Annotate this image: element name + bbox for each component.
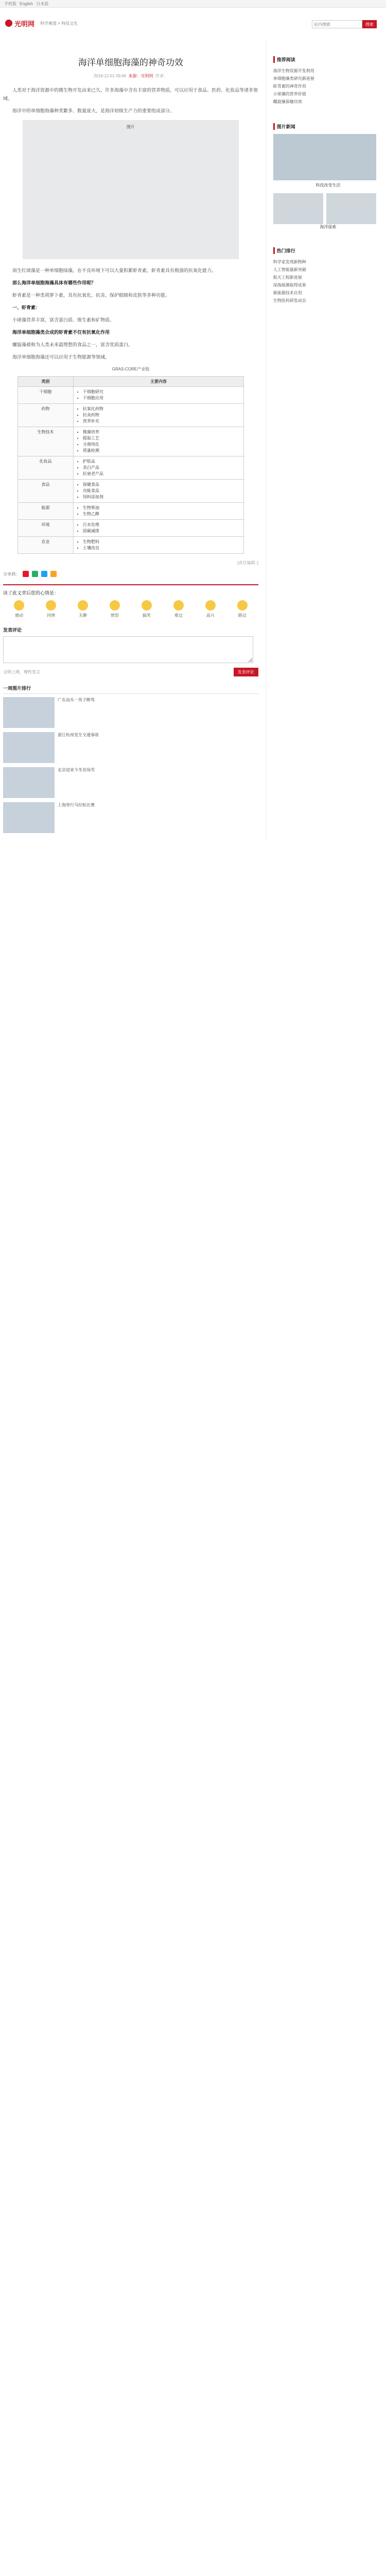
sidebar-thumb[interactable]: [326, 193, 376, 224]
vote-option[interactable]: [169, 600, 188, 618]
related-text[interactable]: 北京迎来今冬首场雪: [58, 768, 95, 772]
meta-source[interactable]: 来源：光明网: [128, 74, 153, 78]
table-cell-category: 化妆品: [17, 456, 73, 480]
sidebar-section-title: 推荐阅读: [273, 56, 383, 63]
table-body: [17, 387, 243, 554]
table-item: • 美白产品: [83, 465, 240, 471]
sidebar-list-item[interactable]: 单细胞藻类研究新进展: [273, 76, 314, 81]
related-list: [3, 697, 258, 833]
table-cell-category: 药物: [17, 404, 73, 427]
table-cell-items: [73, 480, 243, 503]
vote-option[interactable]: [41, 600, 61, 618]
sidebar-list-item[interactable]: 海洋生物资源开发利用: [273, 69, 314, 73]
table-cell-items: [73, 456, 243, 480]
meta-date: 2016-12-01 09:46: [93, 74, 127, 78]
paragraph: 小球藻营养丰富，富含蛋白质、维生素和矿物质。: [12, 317, 115, 323]
table-item: • 抗衰老产品: [83, 471, 240, 477]
table-item: • 分离纯化: [83, 442, 240, 448]
table-cell-category: 环境: [17, 520, 73, 537]
related-thumb[interactable]: [3, 802, 55, 833]
sidebar-list-item[interactable]: 螺旋藻保健功效: [273, 99, 302, 104]
related-item[interactable]: [3, 767, 258, 798]
related-item[interactable]: [3, 732, 258, 763]
share-label: 分享到：: [3, 571, 20, 577]
vote-label: 无聊: [78, 613, 87, 618]
paragraph: 人类对于海洋资源中的微生物开发由来已久。许多海藻中含有丰富的营养物质，可以应用于食品、医药、化妆品等诸多领域。: [3, 88, 258, 101]
related-thumb[interactable]: [3, 697, 55, 728]
section-heading: 一、虾青素：: [12, 305, 41, 310]
table-item: • 土壤改良: [83, 545, 240, 551]
vote-option[interactable]: [105, 600, 125, 618]
table-cell-category: 食品: [17, 480, 73, 503]
table-cell-category: 生物技术: [17, 427, 73, 456]
article-image: [23, 120, 239, 259]
sidebar-section-title: 图片新闻: [273, 123, 383, 130]
sidebar-thumb-caption[interactable]: 海洋探索: [320, 225, 337, 229]
sidebar-ranking-item[interactable]: 生物医药研发动态: [273, 298, 306, 303]
site-header: [0, 8, 386, 39]
paragraph: 螺旋藻被称为人类未来最理想的食品之一，富含优质蛋白。: [12, 342, 133, 347]
related-thumb[interactable]: [3, 767, 55, 798]
sidebar-ranking-item[interactable]: 科学家发现新物种: [273, 260, 306, 264]
table-item: • 抗炎药物: [83, 412, 240, 418]
comment-textarea[interactable]: [3, 636, 253, 663]
table-item: • 生物乙醇: [83, 511, 240, 517]
qq-icon[interactable]: [41, 571, 47, 577]
comments-title: 发表评论: [3, 628, 22, 633]
sidebar-ranking-item[interactable]: 新能源技术应用: [273, 291, 302, 295]
table-item: • 营养补充: [83, 418, 240, 425]
sidebar-photo-caption[interactable]: 科技改变生活: [315, 183, 341, 188]
related-item[interactable]: [3, 802, 258, 833]
table-item: • 生物肥料: [83, 539, 240, 545]
table-item: • 干细胞应用: [83, 395, 240, 401]
table-row: [17, 503, 243, 520]
comment-submit-button[interactable]: 发表评论: [234, 668, 258, 676]
table-cell-items: [73, 537, 243, 554]
table-row: [17, 404, 243, 427]
topbar-link-0[interactable]: 手机版: [4, 1, 16, 6]
table-row: [17, 387, 243, 404]
table-item: • 质量检测: [83, 448, 240, 454]
vote-option[interactable]: [201, 600, 220, 618]
main-column: [3, 39, 266, 841]
related-text[interactable]: 浙江杭州发生交通事故: [58, 733, 99, 737]
related-text[interactable]: 上海举行马拉松比赛: [58, 803, 95, 807]
sidebar-thumb-row: [273, 193, 383, 224]
paragraph: 雨生红球藻是一种单细胞绿藻，在不良环境下可以大量积累虾青素，虾青素具有极强的抗氧化能力。: [12, 268, 217, 273]
meta-author: 作者：: [155, 74, 168, 78]
emoji-face-icon: [78, 600, 88, 611]
sidebar-ranking-item[interactable]: 深海探测取得成果: [273, 283, 306, 287]
related-news: [3, 685, 258, 833]
qzone-icon[interactable]: [50, 571, 57, 577]
vote-row: [3, 600, 258, 618]
emoji-face-icon: [173, 600, 184, 611]
sidebar-ranking-item[interactable]: 人工智能最新突破: [273, 267, 306, 272]
section-heading: 那么海洋单细胞海藻具体有哪些作用呢？: [12, 280, 96, 285]
comment-actions: [3, 668, 258, 676]
table-item: • 功能食品: [83, 488, 240, 494]
vote-option[interactable]: [137, 600, 156, 618]
vote-label: 路过: [238, 613, 247, 618]
table-caption: GRAS-CORE产业链: [112, 367, 150, 371]
table-cell-items: [73, 520, 243, 537]
search-input[interactable]: [312, 20, 362, 28]
table-cell-items: [73, 387, 243, 404]
sidebar-section-title: 热门排行: [273, 247, 383, 254]
search-button[interactable]: 搜索: [362, 20, 377, 28]
site-logo[interactable]: [5, 16, 36, 30]
emoji-face-icon: [205, 600, 216, 611]
table-header-cat: 类别: [17, 377, 73, 387]
article-meta: [3, 73, 258, 79]
table-row: [17, 427, 243, 456]
image-caption: 图片: [126, 125, 135, 129]
header-search: [312, 20, 377, 28]
vote-option[interactable]: [9, 600, 29, 618]
emoji-face-icon: [14, 600, 24, 611]
table-header-content: 主要内容: [73, 377, 243, 387]
vote-label: 高兴: [206, 613, 215, 618]
table-item: • 饲料添加剂: [83, 494, 240, 500]
vote-label: 同情: [46, 613, 55, 618]
sidebar: [266, 39, 383, 841]
table-item: • 污水处理: [83, 522, 240, 528]
vote-label: 感动: [14, 613, 23, 618]
paragraph: 虾青素是一种类胡萝卜素，具有抗氧化、抗炎、保护眼睛和皮肤等多种功能。: [12, 293, 170, 298]
table-item: • 干细胞研究: [83, 389, 240, 395]
emoji-face-icon: [237, 600, 248, 611]
wechat-icon[interactable]: [32, 571, 38, 577]
vote-label: 愤怒: [110, 613, 119, 618]
sidebar-list-item[interactable]: 小球藻的营养价值: [273, 92, 306, 96]
related-item[interactable]: [3, 697, 258, 728]
section-heading: 海洋单细胞藻类合成的虾青素不仅有抗氧化作用: [12, 330, 110, 335]
related-text[interactable]: 广东汕头一男子醉驾: [58, 698, 95, 702]
paragraph: 海洋中的单细胞海藻种类繁多、数量庞大，是海洋初级生产力的重要组成部分。: [12, 108, 175, 113]
table-item: • 提取工艺: [83, 435, 240, 442]
weibo-icon[interactable]: [23, 571, 29, 577]
vote-title: 读了此文章后您的心情是：: [3, 590, 59, 596]
table-row: [17, 480, 243, 503]
related-thumb[interactable]: [3, 732, 55, 763]
sidebar-ranking-item[interactable]: 航天工程新进展: [273, 275, 302, 280]
article-title: 海洋单细胞海藻的神奇功效: [78, 58, 183, 68]
breadcrumb[interactable]: 科学频道 > 科技文化: [40, 21, 78, 26]
comment-hint: 文明上网，理性发言: [3, 670, 40, 674]
table-item: • 生物柴油: [83, 505, 240, 511]
table-cell-items: [73, 404, 243, 427]
table-row: [17, 537, 243, 554]
table-item: • 保健食品: [83, 482, 240, 488]
article-body: [3, 86, 258, 361]
emoji-face-icon: [46, 600, 56, 611]
table-cell-items: [73, 427, 243, 456]
vote-option[interactable]: [233, 600, 252, 618]
comments-section: [3, 626, 258, 676]
content-wrap: [0, 39, 386, 841]
industry-table: [17, 376, 244, 554]
sidebar-ranking-list: [273, 258, 383, 304]
table-item: • 微藻培养: [83, 429, 240, 435]
logo-icon: [5, 20, 12, 27]
share-bar: [3, 571, 258, 577]
table-cell-category: 能源: [17, 503, 73, 520]
sidebar-photo[interactable]: [273, 134, 376, 180]
mood-vote: [3, 584, 258, 618]
vote-label: 难过: [174, 613, 183, 618]
table-cell-category: 干细胞: [17, 387, 73, 404]
table-item: • 抗氧化药物: [83, 406, 240, 412]
vote-option[interactable]: [73, 600, 93, 618]
editor-note: [责任编辑：]: [237, 561, 258, 565]
topbar-link-1[interactable]: English: [20, 1, 33, 6]
related-title: 一周图片排行: [3, 685, 258, 694]
vote-label: 搞笑: [142, 613, 151, 618]
table-row: [17, 456, 243, 480]
paragraph: 海洋单细胞海藻还可以应用于生物能源等领域。: [12, 354, 110, 360]
sidebar-list-item[interactable]: 虾青素的神奇作用: [273, 84, 306, 89]
emoji-face-icon: [142, 600, 152, 611]
table-cell-items: [73, 503, 243, 520]
sidebar-list: [273, 67, 383, 106]
top-bar: [0, 0, 386, 8]
topbar-link-2[interactable]: 日本語: [36, 1, 49, 6]
table-item: • 固碳减排: [83, 528, 240, 534]
logo-text: 光明网: [14, 20, 35, 28]
emoji-face-icon: [110, 600, 120, 611]
table-cell-category: 农业: [17, 537, 73, 554]
table-item: • 护肤品: [83, 459, 240, 465]
table-row: [17, 520, 243, 537]
sidebar-thumb[interactable]: [273, 193, 323, 224]
